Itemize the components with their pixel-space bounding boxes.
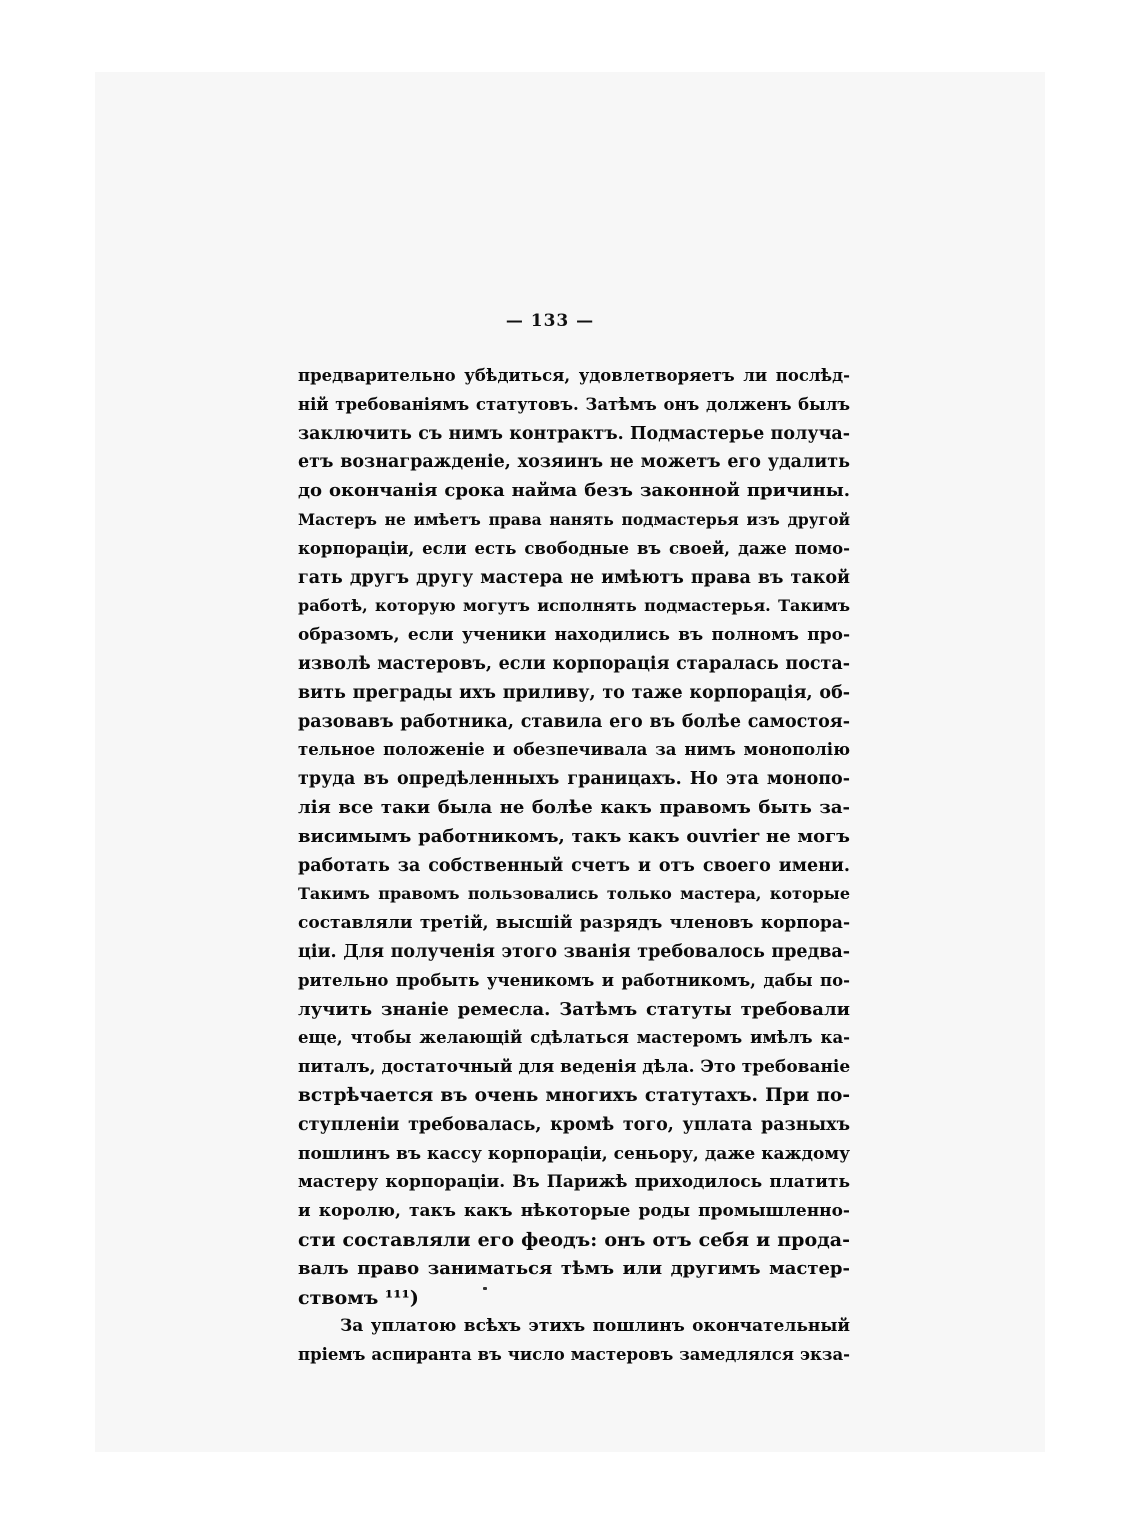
text-line: труда въ опредѣленныхъ границахъ. Но эта монопо- xyxy=(298,769,850,790)
text-line: работать за собственный счетъ и отъ своего имени. xyxy=(298,855,850,876)
text-line: ствомъ ¹¹¹) xyxy=(298,1286,419,1309)
text-line: гать другъ другу мастера не имѣютъ права въ такой xyxy=(298,567,850,588)
text-line: пошлинъ въ кассу корпораціи, сеньору, даже каждому xyxy=(298,1143,850,1164)
page-number: — 133 — xyxy=(505,311,595,331)
text-line: сти составляли его феодъ: онъ отъ себя и прода- xyxy=(298,1228,850,1251)
text-line: предварительно убѣдиться, удовлетворяетъ ли послѣд- xyxy=(298,366,850,385)
text-line: висимымъ работникомъ, такъ какъ ouvrier не могъ xyxy=(298,825,850,847)
text-line: ступленіи требовалась, кромѣ того, уплата разныхъ xyxy=(298,1114,850,1135)
text-line: тельное положеніе и обезпечивала за нимъ монополію xyxy=(298,740,850,760)
text-line: Такимъ правомъ пользовались только мастера, которые xyxy=(298,884,850,904)
text-line: За уплатою всѣхъ этихъ пошлинъ окончательный xyxy=(340,1316,850,1337)
body-text xyxy=(298,362,850,1370)
text-line: лучить знаніе ремесла. Затѣмъ статуты требовали xyxy=(298,998,850,1020)
text-line: изволѣ мастеровъ, если корпорація старалась поста- xyxy=(298,653,850,674)
text-line: Мастеръ не имѣетъ права нанять подмастерья изъ другой xyxy=(298,509,850,529)
text-line: составляли третій, высшій разрядъ членовъ корпора- xyxy=(298,913,850,934)
text-line: лія все таки была не болѣе какъ правомъ быть за- xyxy=(298,796,850,818)
text-line: ній требованіямъ статутовъ. Затѣмъ онъ долженъ былъ xyxy=(298,394,850,414)
text-line: валъ право заниматься тѣмъ или другимъ мастер- xyxy=(298,1257,850,1279)
text-line: мастеру корпораціи. Въ Парижѣ приходилось платить xyxy=(298,1172,850,1193)
text-line: работѣ, которую могутъ исполнять подмастерья. Такимъ xyxy=(298,596,850,616)
text-line: образомъ, если ученики находились въ полномъ про- xyxy=(298,625,850,646)
text-line: корпораціи, если есть свободные въ своей, даже помо- xyxy=(298,538,850,558)
scan-speck xyxy=(483,1287,487,1290)
text-line: еще, чтобы желающій сдѣлаться мастеромъ имѣлъ ка- xyxy=(298,1028,850,1048)
text-line: рительно пробыть ученикомъ и работникомъ, дабы по- xyxy=(298,970,850,990)
text-line: етъ вознагражденіе, хозяинъ не можетъ его удалить xyxy=(298,452,850,473)
text-line: питалъ, достаточный для веденія дѣла. Это требованіе xyxy=(298,1057,850,1078)
text-line: ціи. Для полученія этого званія требовалось предва- xyxy=(298,941,850,962)
text-line: заключить съ нимъ контрактъ. Подмастерье получа- xyxy=(298,423,850,444)
text-line: до окончанія срока найма безъ законной причины. xyxy=(298,480,850,502)
text-line: разовавъ работника, ставила его въ болѣе самостоя- xyxy=(298,711,850,732)
text-line: встрѣчается въ очень многихъ статутахъ. При по- xyxy=(298,1084,850,1106)
text-line: вить преграды ихъ приливу, то таже корпорація, об- xyxy=(298,682,850,703)
text-line: и королю, такъ какъ нѣкоторые роды промышленно- xyxy=(298,1201,850,1222)
text-line: пріемъ аспиранта въ число мастеровъ замедлялся экза- xyxy=(298,1345,850,1365)
